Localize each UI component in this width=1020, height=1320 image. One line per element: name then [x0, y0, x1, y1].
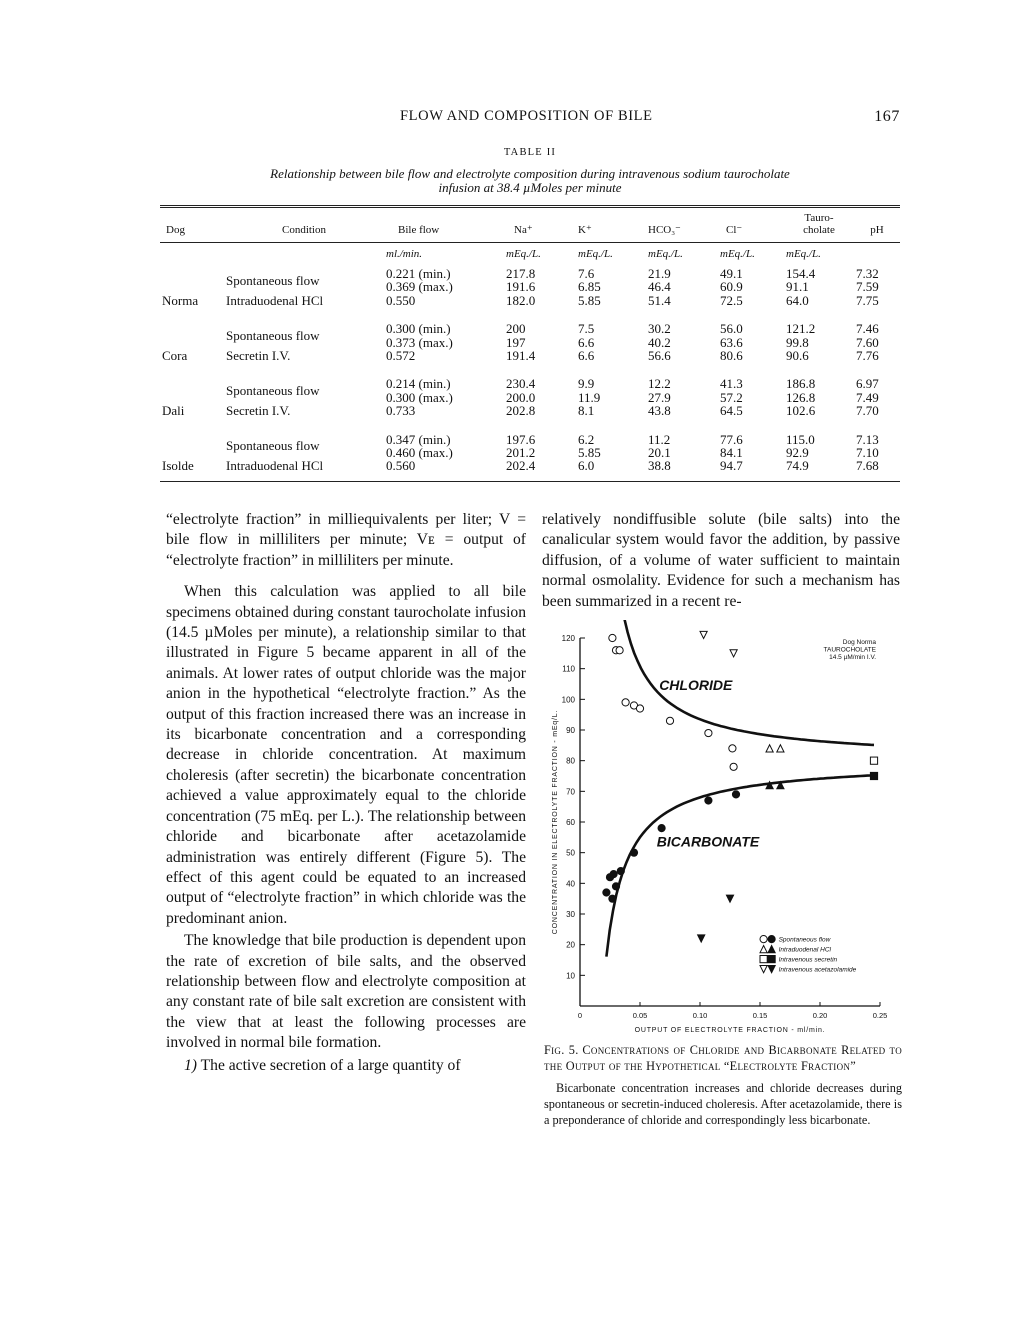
table-row	[160, 349, 900, 362]
curve-label-bicarbonate: BICARBONATE	[656, 833, 760, 850]
header-dog: Dog	[160, 207, 224, 243]
table-caption	[200, 167, 860, 195]
data-point	[732, 791, 739, 798]
cell-na: 197	[506, 334, 526, 350]
y-tick-label: 70	[566, 787, 575, 797]
cell-k: 5.85	[578, 292, 601, 308]
data-point	[730, 763, 737, 770]
table-label: TABLE II	[503, 147, 557, 158]
cell-cl: 63.6	[720, 334, 743, 350]
bicarbonate-curve	[606, 775, 874, 956]
y-tick-label: 50	[566, 848, 575, 858]
cell-condition: Intraduodenal HCl	[226, 292, 324, 308]
data-point	[603, 889, 610, 896]
header-condition: Condition	[224, 207, 384, 243]
cell-flow: 0.572	[386, 348, 416, 364]
cell-hco3: 27.9	[648, 389, 671, 405]
legend-marker	[760, 936, 767, 943]
y-tick-label: 100	[561, 695, 575, 705]
data-point	[630, 849, 637, 856]
cell-condition: Spontaneous flow	[226, 327, 320, 343]
legend-marker	[768, 946, 775, 953]
x-tick-label: 0.25	[872, 1011, 888, 1020]
y-tick-label: 110	[562, 664, 575, 674]
cell-hco3: 51.4	[648, 292, 671, 308]
header-tauro-line2: cholate	[803, 224, 835, 236]
x-tick-label: 0.15	[752, 1011, 768, 1020]
table-row	[160, 260, 900, 280]
figure-caption-heading	[544, 1042, 902, 1074]
table-row	[160, 404, 900, 417]
data-point	[730, 650, 737, 657]
cell-flow: 0.369 (max.)	[386, 279, 453, 295]
cell-condition: Secretin I.V.	[226, 403, 291, 419]
cell-hco3: 40.2	[648, 334, 671, 350]
table-row	[160, 418, 900, 446]
figure-5-chart	[540, 620, 910, 1040]
cell-flow: 0.560	[384, 459, 504, 481]
cell-na: 202.4	[504, 459, 576, 481]
cell-flow: 0.221 (min.)	[386, 266, 451, 281]
data-point	[705, 729, 712, 736]
data-point	[612, 883, 619, 890]
header-ph: pH	[854, 207, 900, 243]
table-header-row	[160, 207, 900, 243]
cell-dog: Norma	[162, 292, 199, 308]
cell-dog	[160, 336, 224, 349]
y-tick-label: 120	[561, 634, 575, 643]
cell-na: 191.6	[506, 279, 536, 295]
data-point	[870, 757, 877, 764]
unit-bile-flow: ml./min.	[386, 248, 423, 260]
cell-cl: 80.6	[720, 348, 743, 364]
cell-hco3: 38.8	[646, 459, 718, 481]
cell-hco3: 11.2	[648, 431, 671, 447]
paragraph: When this calculation was applied to all bile specimens obtained during constant taurocholate infusion (14.5 µMoles per minute), a relationship similar to that illustrated in Figure 5 became apparent in all of the animals. At lower rates of output chloride was the major anion in the hypothetical “electrolyte fraction.” As the output of this fraction increased there was an increase in its bicarbonate concentration and a corresponding decrease in chloride concentration. At maximum choleresis (after secretin) the bicarbonate concentration achieved a value approximately equal to the chloride concentration (75 mEq. per L.). The relationship between chloride and bicarbonate after acetazolamide administration was entirely different (Figure 5). The effect of this agent could be equated to an increased output of “electrolyte fraction” in which chloride was the predominant anion.	[166, 583, 526, 927]
cell-na: 202.8	[506, 403, 536, 419]
table-caption-line: Relationship between bile flow and electrolyte composition during intravenous sodium taurocholate	[270, 166, 790, 181]
cell-ph: 7.46	[856, 321, 879, 337]
cell-k: 6.85	[578, 279, 601, 295]
cell-tauro: 92.9	[786, 445, 809, 461]
paragraph: The knowledge that bile production is dependent upon the rate of excretion of bile salts, and the observed relationship between flow and electrolyte composition at any constant rate of bile salt excretion are consistent with the view that at least the following processes are involved in normal bile formation.	[166, 932, 526, 1052]
cell-hco3: 21.9	[648, 266, 671, 281]
cell-ph: 7.70	[856, 403, 879, 419]
cell-k: 8.1	[578, 403, 595, 419]
table-row	[160, 362, 900, 390]
chloride-curve	[608, 620, 874, 745]
cell-hco3: 30.2	[648, 321, 671, 337]
left-column-text	[166, 510, 526, 1076]
cell-k: 9.9	[578, 376, 595, 392]
cell-hco3: 12.2	[648, 376, 671, 392]
cell-k: 5.85	[578, 445, 601, 461]
table-row	[160, 459, 900, 481]
cell-ph: 7.75	[856, 292, 879, 308]
cell-k: 7.5	[578, 321, 595, 337]
figure-5	[540, 620, 910, 1040]
cell-flow: 0.300 (max.)	[386, 389, 453, 405]
cell-condition: Secretin I.V.	[226, 348, 291, 364]
cell-hco3: 20.1	[648, 445, 671, 461]
cell-k: 11.9	[578, 389, 601, 405]
y-tick-label: 80	[566, 756, 575, 766]
y-tick-label: 10	[566, 971, 575, 981]
chart-annotation: 14.5 µM/min I.V.	[829, 654, 876, 661]
right-column-text	[542, 510, 900, 612]
cell-tauro: 91.1	[786, 279, 809, 295]
unit-cl: mEq./L.	[720, 248, 755, 260]
legend-label: Intraduodenal HCl	[778, 946, 832, 954]
paragraph: relatively nondiffusible solute (bile salts) into the canalicular system would favor the addition, by passive diffusion, of a volume of water sufficient to maintain normal osmolality. Evidence for such a mechanism has been summarized in a recent re-	[542, 511, 900, 610]
cell-ph: 7.49	[856, 389, 879, 405]
figure-caption-text: Bicarbonate concentration increases and chloride decreases during spontaneous or secretin-induced choleresis. After acetazolamide, there is a preponderance of chloride and correspondingly less bicarbonate.	[544, 1081, 902, 1127]
data-point	[726, 895, 733, 902]
chart-annotation: TAUROCHOLATE	[823, 646, 876, 654]
cell-tauro: 99.8	[786, 334, 809, 350]
y-tick-label: 30	[566, 910, 575, 919]
unit-tauro: mEq./L.	[786, 248, 821, 260]
legend-marker	[760, 966, 767, 973]
data-point	[616, 647, 623, 654]
header-bile-flow: Bile flow	[384, 207, 504, 243]
paragraph: “electrolyte fraction” in milliequivalents per liter; V = bile flow in milliliters per minute; Vᴇ = output of “electrolyte fraction” in milliliters per minute.	[166, 511, 526, 569]
legend-label: Intravenous acetazolamide	[778, 966, 857, 974]
header-taurocholate	[784, 207, 854, 243]
cell-flow: 0.347 (min.)	[386, 431, 451, 447]
x-tick-label: 0	[577, 1011, 583, 1020]
data-point	[700, 631, 707, 638]
cell-na: 200	[506, 321, 526, 337]
cell-flow: 0.460 (max.)	[386, 445, 453, 461]
cell-condition: Spontaneous flow	[226, 438, 320, 454]
cell-tauro: 121.2	[786, 321, 816, 337]
cell-cl: 56.0	[720, 321, 743, 337]
x-tick-label: 0.10	[692, 1011, 708, 1020]
cell-ph: 7.68	[854, 459, 900, 481]
cell-tauro: 64.0	[786, 292, 809, 308]
data-point	[729, 745, 736, 752]
cell-ph: 7.76	[856, 348, 879, 364]
cell-na: 191.4	[506, 348, 536, 364]
data-point	[777, 745, 784, 752]
cell-ph: 7.59	[856, 279, 879, 295]
legend-marker	[760, 946, 767, 953]
cell-hco3: 43.8	[648, 403, 671, 419]
cell-cl: 49.1	[720, 266, 743, 281]
cell-flow: 0.214 (min.)	[386, 376, 451, 392]
cell-na: 217.8	[506, 266, 536, 281]
cell-k: 7.6	[578, 266, 595, 281]
data-point	[617, 867, 624, 874]
cell-ph: 7.60	[856, 334, 879, 350]
cell-cl: 57.2	[720, 389, 743, 405]
cell-dog	[160, 307, 224, 335]
table-row	[160, 307, 900, 335]
y-axis-label: CONCENTRATION IN ELECTROLYTE FRACTION - mEq/L.	[552, 709, 559, 935]
cell-cl: 60.9	[720, 279, 743, 295]
chart-annotation: Dog Norma	[842, 639, 876, 646]
cell-dog	[160, 280, 224, 293]
cell-dog: Isolde	[160, 459, 224, 481]
cell-tauro: 126.8	[786, 389, 816, 405]
legend-marker	[768, 966, 775, 973]
list-number: 1)	[184, 1056, 197, 1074]
table-row	[160, 294, 900, 307]
unit-k: mEq./L.	[578, 248, 613, 260]
cell-condition: Intraduodenal HCl	[224, 459, 384, 481]
cell-condition: Spontaneous flow	[226, 383, 320, 399]
data-table	[160, 205, 900, 482]
cell-cl: 72.5	[720, 292, 743, 308]
cell-na: 201.2	[506, 445, 536, 461]
data-point	[609, 634, 616, 641]
header-k: K⁺	[576, 207, 646, 243]
legend-marker	[760, 956, 767, 963]
page-number: 167	[874, 108, 900, 125]
legend-label: Spontaneous flow	[778, 936, 831, 944]
running-head-title: FLOW AND COMPOSITION OF BILE	[400, 108, 653, 124]
cell-cl: 77.6	[720, 431, 743, 447]
data-point	[870, 772, 877, 779]
cell-ph: 7.13	[856, 431, 879, 447]
cell-ph: 7.32	[856, 266, 879, 281]
data-point	[658, 825, 665, 832]
table-caption-line: infusion at 38.4 µMoles per minute	[438, 180, 622, 195]
cell-ph: 7.10	[856, 445, 879, 461]
cell-dog	[160, 391, 224, 404]
units-row	[160, 243, 900, 261]
cell-tauro: 115.0	[786, 431, 815, 447]
cell-flow: 0.373 (max.)	[386, 334, 453, 350]
cell-flow: 0.550	[386, 292, 416, 308]
cell-dog	[160, 446, 224, 459]
data-point	[766, 745, 773, 752]
cell-na: 200.0	[506, 389, 536, 405]
data-point	[636, 705, 643, 712]
y-tick-label: 90	[566, 726, 575, 735]
data-point	[698, 935, 705, 942]
cell-k: 6.6	[578, 348, 595, 364]
cell-cl: 41.3	[720, 376, 743, 392]
x-axis-label: OUTPUT OF ELECTROLYTE FRACTION - ml/min.	[634, 1027, 826, 1034]
cell-dog	[160, 362, 224, 390]
legend-marker	[768, 956, 775, 963]
cell-condition: Spontaneous flow	[226, 272, 320, 288]
x-tick-label: 0.05	[632, 1011, 648, 1020]
cell-cl: 84.1	[720, 445, 743, 461]
cell-dog	[160, 260, 224, 280]
cell-hco3: 46.4	[648, 279, 671, 295]
figure-caption	[544, 1042, 902, 1128]
cell-dog	[160, 418, 224, 446]
y-tick-label: 60	[566, 818, 575, 827]
cell-hco3: 56.6	[648, 348, 671, 364]
figure-caption-title: Concentrations of Chloride and Bicarbonate Related to the Output of the Hypothetical “Electrolyte Fraction”	[544, 1043, 902, 1073]
cell-cl: 94.7	[718, 459, 784, 481]
paragraph-text: The active secretion of a large quantity of	[197, 1056, 461, 1074]
data-point	[610, 871, 617, 878]
cell-cl: 64.5	[720, 403, 743, 419]
legend-marker	[768, 936, 775, 943]
header-tauro-line1: Tauro-	[804, 212, 834, 224]
legend-label: Intravenous secretin	[778, 956, 838, 964]
cell-na: 182.0	[506, 292, 536, 308]
data-point	[609, 895, 616, 902]
cell-k: 6.0	[576, 459, 646, 481]
cell-k: 6.2	[578, 431, 595, 447]
header-cl: Cl⁻	[718, 207, 784, 243]
header-na: Na⁺	[504, 207, 576, 243]
unit-hco3: mEq./L.	[648, 248, 683, 260]
cell-tauro: 186.8	[786, 376, 816, 392]
cell-flow: 0.300 (min.)	[386, 321, 451, 337]
cell-k: 6.6	[578, 334, 595, 350]
header-hco3: HCO₃⁻	[646, 207, 718, 243]
y-tick-label: 40	[566, 879, 575, 889]
data-point	[666, 717, 673, 724]
data-point	[705, 797, 712, 804]
paragraph	[166, 1056, 526, 1076]
cell-flow: 0.733	[386, 403, 416, 419]
cell-tauro: 74.9	[784, 459, 854, 481]
curve-label-chloride: CHLORIDE	[659, 677, 733, 694]
cell-ph: 6.97	[856, 376, 879, 392]
cell-na: 230.4	[506, 376, 536, 392]
x-tick-label: 0.20	[812, 1011, 828, 1020]
cell-na: 197.6	[506, 431, 536, 447]
cell-dog: Dali	[162, 403, 185, 419]
data-point	[622, 699, 629, 706]
cell-dog: Cora	[162, 348, 188, 364]
cell-tauro: 90.6	[786, 348, 809, 364]
y-tick-label: 20	[566, 940, 575, 950]
unit-na: mEq./L.	[506, 248, 541, 260]
figure-caption-label: Fig. 5.	[544, 1043, 579, 1057]
cell-tauro: 102.6	[786, 403, 816, 419]
cell-tauro: 154.4	[786, 266, 816, 281]
